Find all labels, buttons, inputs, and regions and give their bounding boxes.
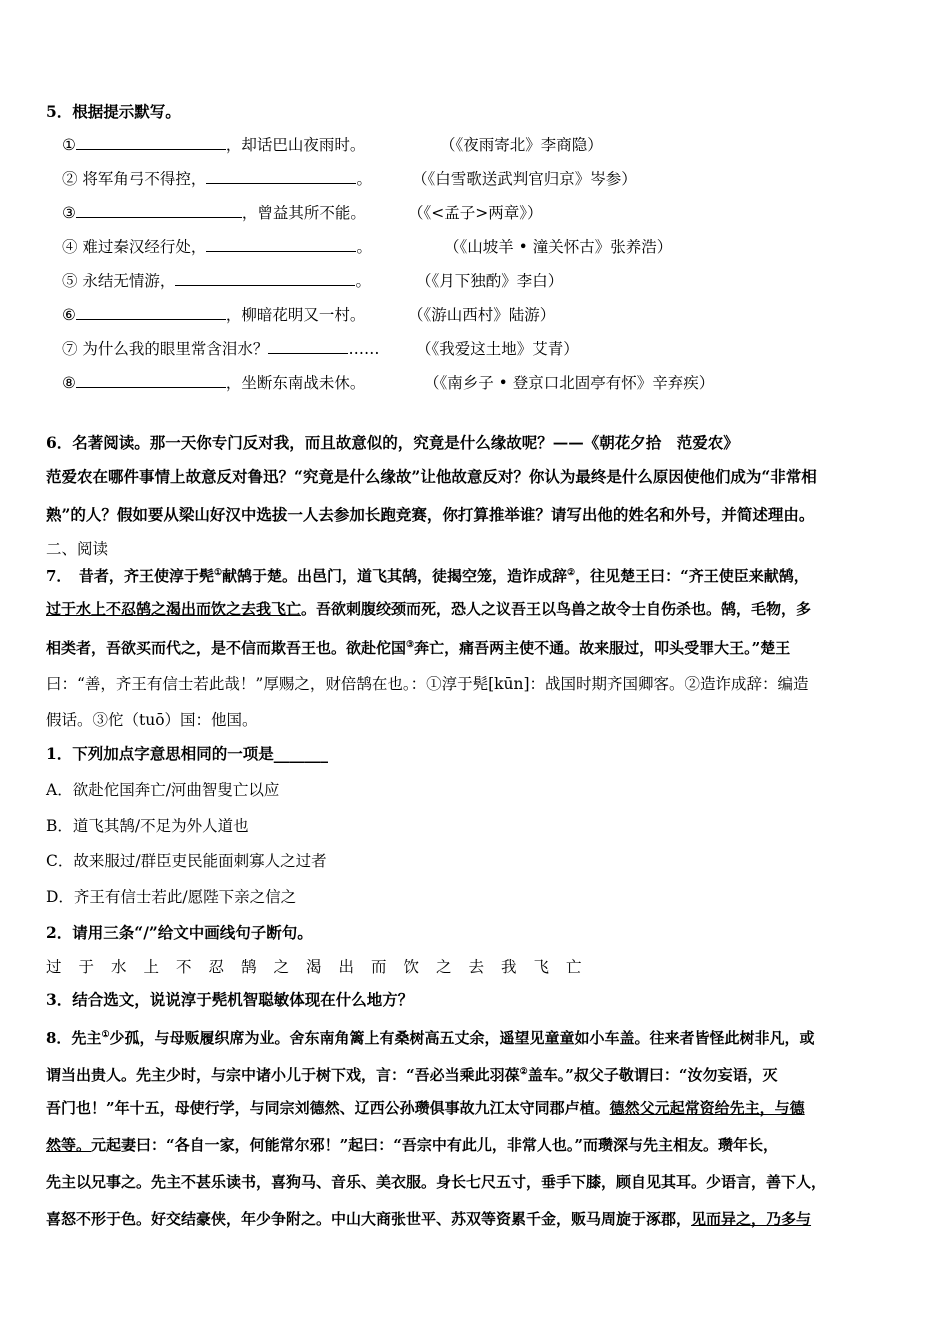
q7-subquestion-1: 1．下列加点字意思相同的一项是_______ bbox=[46, 744, 329, 763]
option-c: C．故来服过/群臣吏民能面刺寡人之过者 bbox=[46, 852, 327, 870]
q5-item-6: ⑥ ，柳暗花明又一村。 bbox=[62, 303, 365, 327]
underlined-sentence: 然等。 bbox=[46, 1136, 92, 1154]
q7-passage-line: 7． 昔者，齐王使淳于髡①献鹄于楚。出邑门，道飞其鹄，徒揭空笼，造诈成辞②，往见楚王曰：“齐王使臣来献鹄， bbox=[46, 567, 809, 585]
q7-subquestion-3: 3．结合选文，说说淳于髡机智聪敏体现在什么地方？ bbox=[46, 990, 414, 1009]
option-a: A．欲赴佗国奔亡/河曲智叟亡以应 bbox=[46, 781, 280, 799]
q5-item-5: ⑤ 永结无情游， 。 bbox=[62, 269, 371, 293]
q8-passage-line: 喜怒不形于色。好交结豪侠，年少争附之。中山大商张世平、苏双等资累千金，贩马周旋于涿郡，见而异之，乃多与 bbox=[46, 1210, 812, 1228]
q8-passage-line: 8．先主①少孤，与母贩履织席为业。舍东南角篱上有桑树高五丈余，遥望见童童如小车盖。往来者皆怪此树非凡，或 bbox=[46, 1029, 815, 1047]
q6-question-line: 范爱农在哪件事情上故意反对鲁迅？“究竟是什么缘故”让他故意反对？你认为最终是什么原因使他们成为“非常相 bbox=[46, 467, 817, 486]
q5-source-7: （《我爱这土地》艾青） bbox=[416, 340, 579, 358]
underlined-sentence: 见而异之，乃多与 bbox=[691, 1210, 812, 1228]
q5-title: 5．根据提示默写。 bbox=[46, 102, 181, 121]
q5-source-4: （《山坡羊 • 潼关怀古》张养浩） bbox=[444, 238, 673, 256]
answer-blank[interactable] bbox=[175, 269, 355, 286]
answer-blank[interactable] bbox=[206, 235, 356, 252]
q5-source-2: （《白雪歌送武判官归京》岑参） bbox=[412, 170, 637, 188]
answer-blank[interactable] bbox=[268, 337, 348, 354]
q5-item-4: ④ 难过秦汉经行处， 。 bbox=[62, 235, 372, 259]
q5-source-3: （《<孟子>两章》） bbox=[408, 204, 543, 222]
q8-passage-line: 先主以兄事之。先主不甚乐读书，喜狗马、音乐、美衣服。身长七尺五寸，垂手下膝，顾自见其耳。少语言，善下人， bbox=[46, 1173, 827, 1191]
q5-source-6: （《游山西村》陆游） bbox=[408, 306, 556, 324]
q5-source-5: （《月下独酌》李白） bbox=[416, 272, 564, 290]
q7-passage-line: 过于水上不忍鹄之渴出而饮之去我飞亡。吾欲刺腹绞颈而死，恐人之议吾王以鸟兽之故令士自伤杀也。鹄，毛物，多 bbox=[46, 600, 812, 618]
q5-item-1: ① ，却话巴山夜雨时。 bbox=[62, 133, 365, 157]
sentence-to-punctuate: 过于水上不忍鹄之渴出而饮之去我飞亡 bbox=[46, 958, 599, 976]
q5-item-7: ⑦ 为什么我的眼里常含泪水？ …… bbox=[62, 337, 379, 361]
q6-question-line: 熟”的人？假如要从梁山好汉中选拔一人去参加长跑竞赛，你打算推举谁？请写出他的姓名和外号，并简述理由。 bbox=[46, 505, 815, 524]
q7-passage-line: 相类者，吾欲买而代之，是不信而欺吾王也。欲赴佗国③奔亡，痛吾两主使不通。故来服过，叩头受罪大王。”楚王 bbox=[46, 639, 791, 657]
section-heading: 二、阅读 bbox=[46, 540, 109, 558]
q8-passage-line: 吾门也！”年十五，母使行学，与同宗刘德然、辽西公孙瓒俱事故九江太守同郡卢植。德然父元起常资给先主，与德 bbox=[46, 1099, 805, 1117]
q5-item-2: ② 将军角弓不得控， 。 bbox=[62, 167, 372, 191]
q7-passage-line: 曰：“善，齐王有信士若此哉！”厚赐之，财倍鹄在也。：①淳于髡[kūn]：战国时期齐国卿客。②造诈成辞：编造 bbox=[46, 675, 809, 693]
q5-source-1: （《夜雨寄北》李商隐） bbox=[440, 136, 603, 154]
answer-blank[interactable] bbox=[76, 371, 226, 388]
answer-blank[interactable] bbox=[76, 201, 242, 218]
underlined-sentence: 德然父元起常资给先主，与德 bbox=[609, 1099, 805, 1117]
q7-notes: 假话。③佗（tuō）国：他国。 bbox=[46, 711, 258, 729]
underlined-sentence: 过于水上不忍鹄之渴出而饮之去我飞亡 bbox=[46, 600, 302, 618]
option-b: B．道飞其鹄/不足为外人道也 bbox=[46, 817, 249, 835]
answer-blank[interactable] bbox=[206, 167, 356, 184]
answer-blank[interactable] bbox=[76, 303, 226, 320]
q5-source-8: （《南乡子 • 登京口北固亭有怀》辛弃疾） bbox=[424, 374, 715, 392]
answer-blank[interactable] bbox=[76, 133, 226, 150]
q8-passage-line: 谓当出贵人。先主少时，与宗中诸小儿于树下戏，言：“吾必当乘此羽葆②盖车。”叔父子敬谓曰：“汝勿妄语，灭 bbox=[46, 1066, 778, 1084]
q5-item-8: ⑧ ，坐断东南战未休。 bbox=[62, 371, 365, 395]
q7-subquestion-2: 2．请用三条“/”给文中画线句子断句。 bbox=[46, 923, 313, 942]
option-d: D．齐王有信士若此/愿陛下亲之信之 bbox=[46, 888, 297, 906]
q6-prompt: 6．名著阅读。那一天你专门反对我，而且故意似的，究竟是什么缘故呢？——《朝花夕拾 范爱农》 bbox=[46, 433, 739, 452]
q5-item-3: ③ ，曾益其所不能。 bbox=[62, 201, 366, 225]
q8-passage-line: 然等。元起妻曰：“各自一家，何能常尔邪！”起曰：“吾宗中有此儿，非常人也。”而瓒深与先主相友。瓒年长， bbox=[46, 1136, 779, 1154]
